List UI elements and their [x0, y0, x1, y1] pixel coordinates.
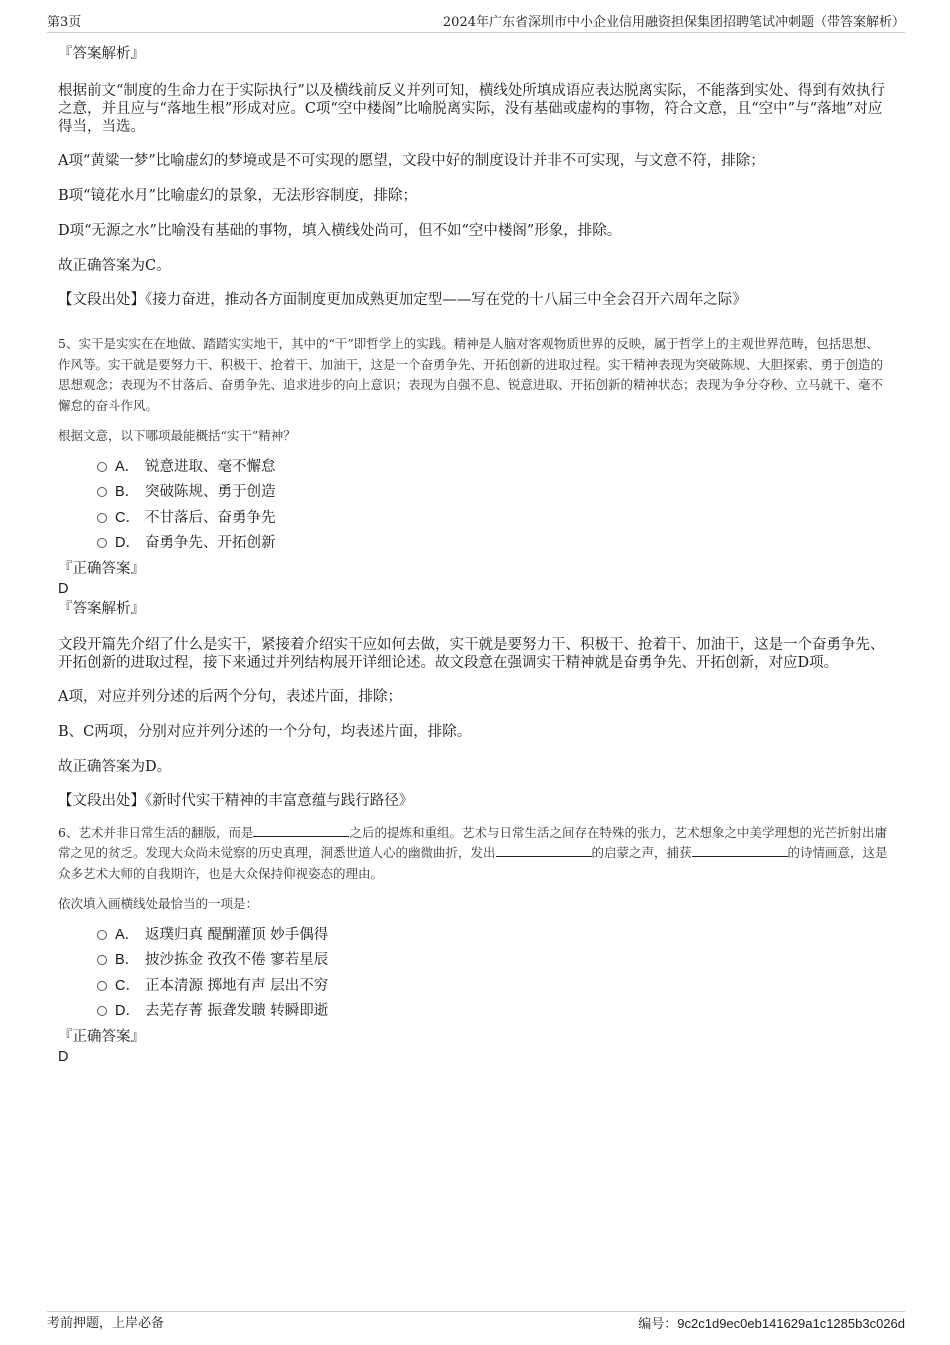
question-6-prompt: 依次填入画横线处最恰当的一项是：	[58, 896, 259, 911]
question-6-options	[58, 923, 888, 1025]
analysis-paragraph: A项“黄粱一梦”比喻虚幻的梦境或是不可实现的愿望，文段中好的制度设计并非不可实现，与文意不符，排除；	[58, 153, 765, 169]
analysis-label: 『答案解析』	[58, 46, 145, 62]
option-d[interactable]: D． 奋勇争先、开拓创新	[97, 531, 888, 557]
option-c[interactable]: C． 正本清源 掷地有声 层出不穷	[97, 974, 888, 1000]
option-a[interactable]: A． 返璞归真 醍醐灌顶 妙手偶得	[97, 923, 888, 949]
fill-blank-2	[496, 844, 592, 857]
analysis-conclusion: 故正确答案为D。	[58, 758, 172, 775]
option-b[interactable]: B． 突破陈规、勇于创造	[97, 480, 888, 506]
radio-icon[interactable]	[97, 981, 107, 991]
analysis-conclusion: 故正确答案为C。	[58, 258, 171, 274]
radio-icon[interactable]	[97, 955, 107, 965]
radio-icon[interactable]	[97, 513, 107, 523]
option-b[interactable]: B． 披沙拣金 孜孜不倦 寥若星辰	[97, 948, 888, 974]
passage-source: 【文段出处】《接力奋进，推动各方面制度更加成熟更加定型——写在党的十八届三中全会召开六周年之际》	[58, 292, 747, 308]
question-5-prompt: 根据文意，以下哪项最能概括“实干”精神？	[58, 428, 296, 443]
page-number: 第3页	[47, 15, 82, 30]
analysis-paragraph: 根据前文“制度的生命力在于实际执行”以及横线前反义并列可知，横线处所填成语应表达脱离实际，不能落到实处、得到有效执行之意，并且应与“落地生根”形成对应。C项“空中楼阁”比喻脱离实际，没有基础或虚构的事物，符合文意，且“空中”与“落地”对应得当，当选。	[58, 83, 885, 135]
radio-icon[interactable]	[97, 538, 107, 548]
radio-icon[interactable]	[97, 930, 107, 940]
radio-icon[interactable]	[97, 487, 107, 497]
option-c[interactable]: C． 不甘落后、奋勇争先	[97, 506, 888, 532]
correct-answer: D	[58, 580, 69, 597]
page-header	[47, 14, 905, 33]
page-content	[58, 44, 888, 1067]
radio-icon[interactable]	[97, 462, 107, 472]
analysis-paragraph: B、C两项，分别对应并列分述的一个分句，均表述片面，排除。	[58, 723, 472, 740]
question-6-stem: 6、艺术并非日常生活的翻版，而是 之后的提炼和重组。艺术与日常生活之间存在特殊的张力，艺术想象之中美学理想的光芒折射出庸常之见的贫乏。发现大众尚未觉察的历史真理，洞悉世道人心的幽微曲折，发出 的启蒙之声，捕获 的诗情画意，这是众多艺术大师的自我期许，也是大众保持仰视姿态的理由。	[58, 824, 888, 881]
option-d[interactable]: D． 去芜存菁 振聋发聩 转瞬即逝	[97, 999, 888, 1025]
page-footer	[47, 1311, 905, 1332]
analysis-paragraph: D项“无源之水”比喻没有基础的事物，填入横线处尚可，但不如“空中楼阁”形象，排除。	[58, 223, 622, 239]
analysis-paragraph: B项“镜花水月”比喻虚幻的景象，无法形容制度，排除；	[58, 188, 417, 204]
option-a[interactable]: A． 锐意进取、毫不懈怠	[97, 455, 888, 481]
footer-slogan: 考前押题，上岸必备	[47, 1316, 165, 1331]
radio-icon[interactable]	[97, 1006, 107, 1016]
analysis-label: 『答案解析』	[58, 600, 145, 617]
fill-blank-3	[692, 844, 788, 857]
passage-source: 【文段出处】《新时代实干精神的丰富意蕴与践行路径》	[58, 792, 414, 809]
question-5-stem: 5、实干是实实在在地做、踏踏实实地干，其中的“干”即哲学上的实践。精神是人脑对客观物质世界的反映，属于哲学上的主观世界范畴，包括思想、作风等。实干就是要努力干、积极干、抢着干、加油干，这是一个奋勇争先、开拓创新的进取过程。实干精神表现为突破陈规、大胆探索、勇于创造的思想观念；表现为不甘落后、奋勇争先、追求进步的向上意识；表现为自强不息、锐意进取、开拓创新的精神状态；表现为争分夺秒、立马就干、毫不懈怠的奋斗作风。	[58, 336, 884, 413]
question-5-options	[58, 455, 888, 557]
correct-answer-label: 『正确答案』	[58, 560, 145, 577]
correct-answer-label: 『正确答案』	[58, 1028, 145, 1045]
document-code: 编号：9c2c1d9ec0eb141629a1c1285b3c026d	[638, 1316, 905, 1332]
correct-answer: D	[58, 1048, 69, 1065]
document-title: 2024年广东省深圳市中小企业信用融资担保集团招聘笔试冲刺题（带答案解析）	[442, 15, 905, 30]
analysis-paragraph: A项，对应并列分述的后两个分句，表述片面，排除；	[58, 688, 402, 705]
analysis-paragraph: 文段开篇先介绍了什么是实干，紧接着介绍实干应如何去做，实干就是要努力干、积极干、抢着干、加油干，这是一个奋勇争先、开拓创新的进取过程，接下来通过并列结构展开详细论述。故文段意在强调实干精神就是奋勇争先、开拓创新，对应D项。	[58, 636, 885, 671]
fill-blank-1	[253, 824, 349, 837]
